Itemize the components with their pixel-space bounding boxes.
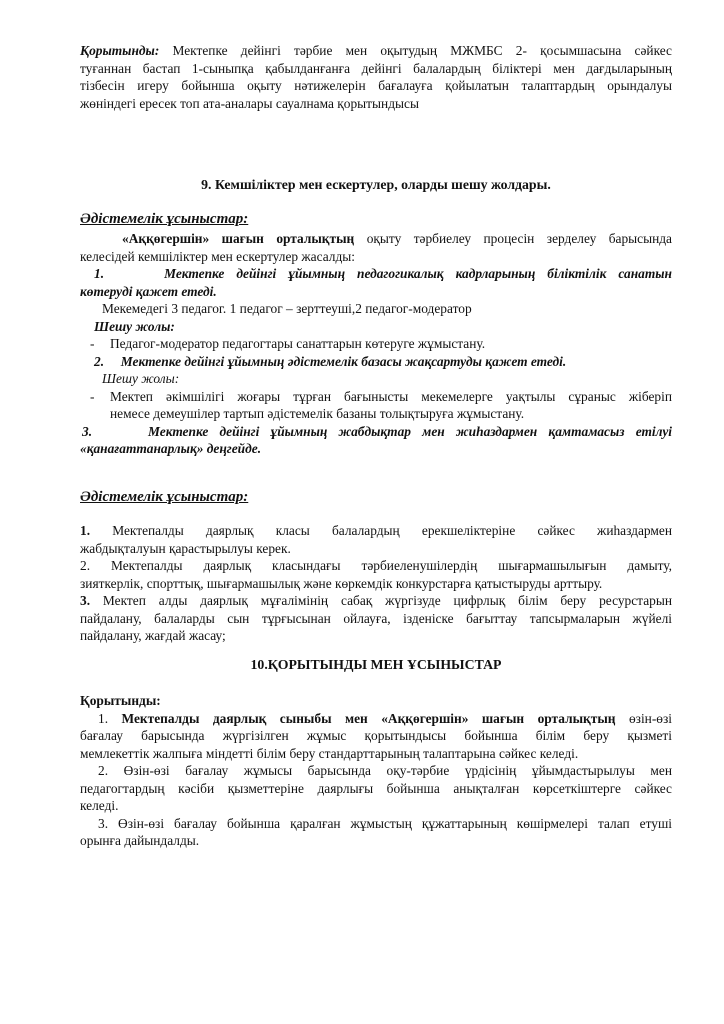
recommendation-3-line-3: пайдалану, жағдай жасау;	[80, 628, 226, 643]
solution-1-label: Шешу жолы:	[94, 318, 175, 334]
solution-2-label: Шешу жолы:	[102, 371, 180, 386]
section-9-item-1-line-2: көтеруді қажет етеді.	[80, 283, 217, 299]
conclusion-2-line-3: келеді.	[80, 798, 119, 813]
intro-paragraph	[80, 42, 672, 112]
intro-line-4: жөніндегі ересек топ ата-аналары сауалнама қорытындысы	[80, 95, 419, 111]
conclusion-label: Қорытынды:	[80, 693, 161, 708]
section-10-title: 10.ҚОРЫТЫНДЫ МЕН ҰСЫНЫСТАР	[250, 657, 502, 672]
solution-2-line-1: - Мектеп әкімшілігі жоғары тұрған бағынысты мекемелерге уақтылы сұраныс жіберіп	[90, 388, 672, 404]
recommendation-2-line-2: зияткерлік, спорттық, шығармашылық және көркемдік конкурстарға қатыстыруды арттыру.	[80, 575, 603, 591]
recommendation-3-line-2: пайдалану, балаларды сын тұрғысынан ойлауға, ізденіске бағыттау тапсырмаларын жүйелі	[80, 610, 672, 626]
section-9-item-3: 3. Мектепке дейінгі ұйымның жабдықтар мен жиһаздармен қамтамасыз етілуі	[82, 423, 672, 439]
conclusion-3: 3. Өзін-өзі бағалау бойынша қаралған жұмыстың құжаттарының көшірмелері талап етуші	[98, 815, 672, 831]
recommendation-2: 2. Мектепалды даярлық класындағы тәрбиеленушілердің шығармашылығын дамыту,	[80, 558, 672, 573]
intro-line-2: туғаннан бастап 1-сыныпқа қабылданғанға дейінгі балалардың біліктері мен дағдыларының	[80, 60, 672, 76]
methodical-recommendations-heading-2: Әдістемелік ұсыныстар:	[80, 489, 249, 505]
section-9-item-1-note: Мекемедегі 3 педагог. 1 педагог – зерттеуші,2 педагог-модератор	[102, 301, 472, 316]
conclusion-1-line-2: бағалау барысында жүргізілген жұмыс қорытындысы бойынша білім беру қызметі	[80, 728, 672, 743]
section-9-title: 9. Кемшіліктер мен ескертулер, оларды шешу жолдары.	[201, 177, 551, 192]
methodical-recommendations-heading-1: Әдістемелік ұсыныстар:	[80, 211, 249, 227]
intro-label: Қорытынды:	[80, 43, 160, 58]
recommendations-body	[80, 522, 672, 645]
section-9-item-1: 1. Мектепке дейінгі ұйымның педагогикалық кадрларының біліктілік санатын	[94, 266, 672, 281]
conclusion-3-line-2: орынға дайындалды.	[80, 833, 200, 848]
conclusion-1-line-3: мемлекеттік жалпыға міндетті білім беру стандарттарының талаптарына сәйкес келеді.	[80, 745, 579, 761]
section-9-body	[80, 230, 672, 458]
recommendation-1: 1. Мектепалды даярлық класы балалардың ерекшеліктеріне сәйкес жиһаздармен	[80, 523, 672, 538]
solution-2-line-2: немесе демеушілер тартып әдістемелік базаны толықтыруға жұмыстану.	[110, 406, 525, 421]
section-9-item-3-line-2: «қанағаттанарлық» деңгейде.	[80, 441, 262, 456]
intro-line-3: тізбесін игеру бойынша оқыту нәтижелерін бағалауға қойылатын талаптардың орындалуы	[80, 78, 672, 93]
section-10-body	[80, 692, 672, 850]
section-9-lead-line-2: келесідей кемшіліктер мен ескертулер жасалды:	[80, 248, 356, 264]
conclusion-2: 2. Өзін-өзі бағалау жұмысы барысында оқу-тәрбие үрдісінің ұйымдастырылуы мен	[98, 763, 672, 778]
intro-line-1: Қорытынды: Мектепке дейінгі тәрбие мен оқытудың МЖМБС 2- қосымшасына сәйкес	[80, 43, 672, 58]
conclusion-1: 1. Мектепалды даярлық сыныбы мен «Аққөгершін» шағын орталықтың өзін-өзі	[98, 710, 673, 726]
recommendation-1-line-2: жабдықталуын қарастырылуы керек.	[80, 540, 291, 556]
solution-1-text: - Педагог-модератор педагогтары санаттарын көтеруге жұмыстану.	[90, 336, 486, 351]
recommendation-3: 3. Мектеп алды даярлық мұғалімінің сабақ жүргізуде цифрлық білім беру ресурстарын	[80, 593, 672, 608]
conclusion-2-line-2: педагогтардың кәсіби қызметтеріне даярлығы бойынша анықталған көрсеткіштерге сәйкес	[80, 780, 672, 796]
section-9-item-2: 2. Мектепке дейінгі ұйымның әдістемелік базасы жақсартуды қажет етеді.	[94, 353, 567, 369]
section-9-lead: «Аққөгершін» шағын орталықтың оқыту тәрбиелеу процесін зерделеу барысында	[122, 231, 673, 246]
